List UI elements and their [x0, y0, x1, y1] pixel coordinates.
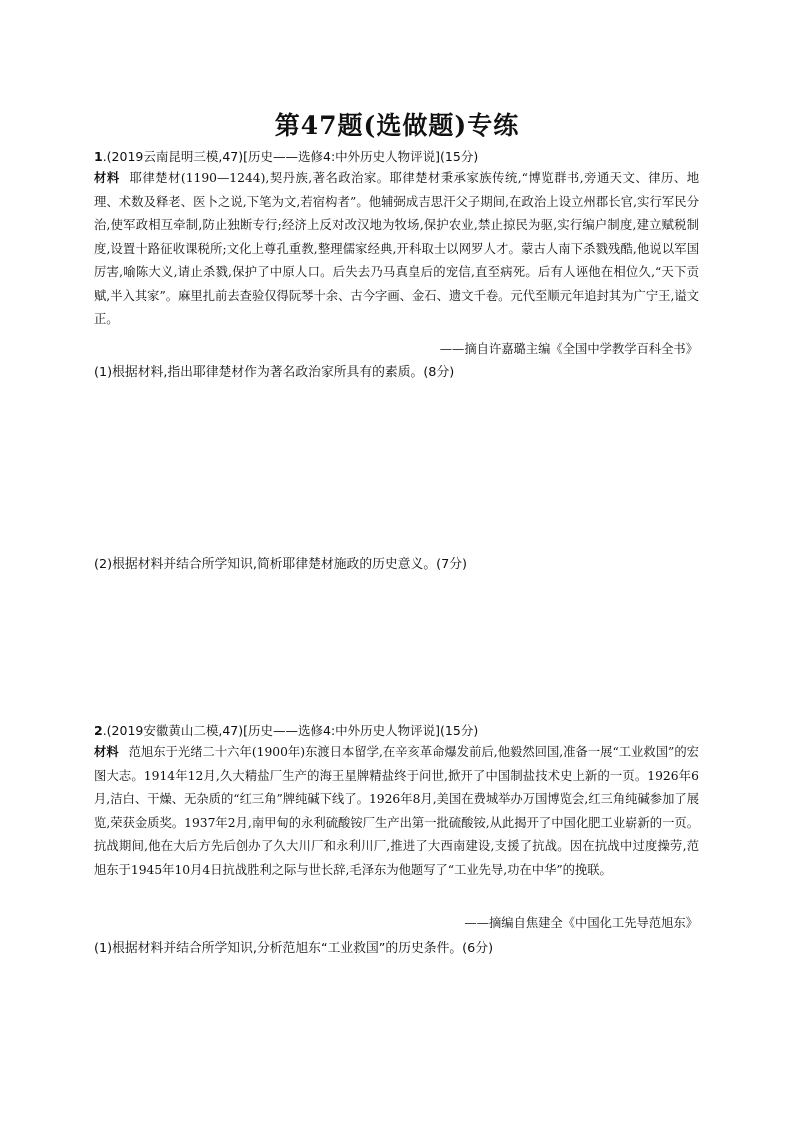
- question-2-source: ——摘编自焦建全《中国化工先导范旭东》: [464, 916, 698, 930]
- question-2-sub-question-1: (1)根据材料并结合所学知识,分析范旭东“工业救国”的历史条件。(6分): [94, 941, 494, 956]
- question-2-header-text: .(2019安徽黄山二模,47)[历史——选修4:中外历史人物评说](15分): [102, 723, 479, 738]
- question-1-sub-question-2: (2)根据材料并结合所学知识,简析耶律楚材施政的历史意义。(7分): [94, 557, 468, 572]
- question-1-material-text: 耶律楚材(1190—1244),契丹族,著名政治家。耶律楚材秉承家族传统,“博览群书,旁通天文、律历、地理、术数及释老、医卜之说,下笔为文,若宿构者”。他辅弼成吉思汗父子期间,在政治上设立州郡长官,实行军民分治,使军政相互牵制,防止独断专行;经济上反对改汉地为牧场,保护农业,禁止掠民为驱,实行编户制度,建立赋税制度,设置十路征收课税所;文化上尊孔重教,整理儒家经典,开科取士以网罗人才。蒙古人南下杀戮残酷,他说以军国厉害,喻陈大义,请止杀戮,保护了中原人口。后失去乃马真皇后的宠信,直至病死。后有人诬他在相位久,“天下贡赋,半入其家”。麻里扎前去查验仅得阮琴十余、古今字画、金石、遗文千卷。元代至顺元年追封其为广宁王,谥文正。: [94, 171, 699, 326]
- question-2-material-label: 材料: [94, 745, 119, 759]
- page-title: 第47题(选做题)专练: [274, 111, 520, 140]
- question-1-material-label: 材料: [94, 171, 120, 185]
- question-1-number: 1: [94, 149, 103, 164]
- question-2-material: [94, 741, 699, 882]
- question-1-header: [94, 148, 714, 166]
- question-1-material: [94, 167, 699, 332]
- question-1-sub-question-1: (1)根据材料,指出耶律楚材作为著名政治家所具有的素质。(8分): [94, 365, 455, 380]
- question-1-source: ——摘自许嘉璐主编《全国中学教学百科全书》: [439, 342, 698, 356]
- question-2-header: [94, 722, 714, 740]
- question-1-header-text: .(2019云南昆明三模,47)[历史——选修4:中外历史人物评说](15分): [102, 149, 479, 164]
- question-2-material-text: 范旭东于光绪二十六年(1900年)东渡日本留学,在辛亥革命爆发前后,他毅然回国,准备一展“工业救国”的宏图大志。1914年12月,久大精盐厂生产的海王星牌精盐终于问世,掀开了中国制盐技术史上新的一页。1926年6月,洁白、干燥、无杂质的“红三角”牌纯碱下线了。1926年8月,美国在费城举办万国博览会,红三角纯碱参加了展览,荣获金质奖。1937年2月,南甲甸的永利硫酸铵厂生产出第一批硫酸铵,从此揭开了中国化肥工业崭新的一页。抗战期间,他在大后方先后创办了久大川厂和永利川厂,推进了大西南建设,支援了抗战。因在抗战中过度操劳,范旭东于1945年10月4日抗战胜利之际与世长辞,毛泽东为他题写了“工业先导,功在中华”的挽联。: [94, 745, 699, 877]
- question-2-number: 2: [94, 723, 103, 738]
